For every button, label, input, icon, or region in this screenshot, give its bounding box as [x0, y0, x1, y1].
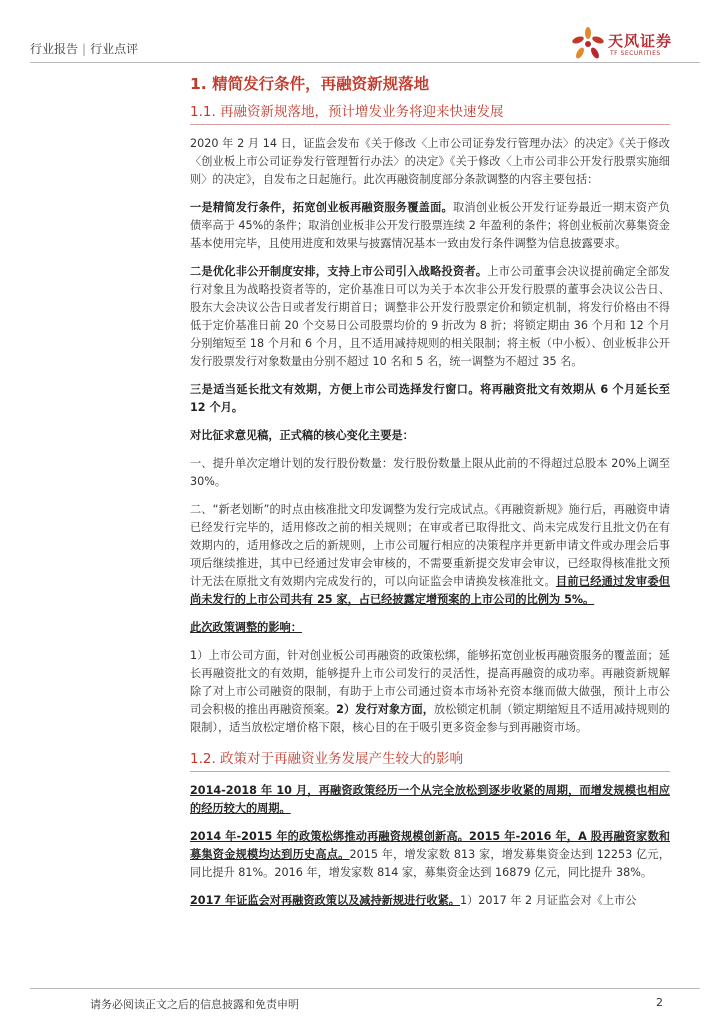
category-separator: | [82, 42, 87, 56]
paragraph [190, 892, 670, 910]
main-content [190, 70, 670, 920]
footer-divider [30, 988, 700, 989]
paragraph [190, 782, 670, 818]
bold-lead: 2014 年-2015 年的政策松绑推动再融资规模创新高。2015 年-2016 年，A 股再融资家数和募集资金规模均达到历史高点。 [190, 830, 670, 861]
brand-name: 天风证券 [608, 32, 673, 50]
brand-logo [570, 26, 700, 62]
section-title: 1. 精简发行条件，再融资新规落地 [190, 75, 430, 93]
page-number: 2 [656, 996, 663, 1009]
bold-inline: 2）发行对象方面， [336, 703, 434, 716]
brand-name-en: TF SECURITIES [610, 50, 661, 57]
report-category [30, 40, 138, 57]
paragraph: 一、提升单次定增计划的发行股份数量：发行股份数量上限从此前的不得超过总股本 20%上调至 30%。 [190, 457, 670, 488]
paragraph-text: 取消创业板公开发行证券最近一期末资产负债率高于 45%的条件；取消创业板非公开发行股票连续 2 年盈利的条件；将创业板前次募集资金基本使用完毕，且使用进度和效果与披露情况基本一致由发行条件调整为信息披露要求。 [190, 201, 670, 250]
header-divider [30, 62, 700, 63]
paragraph-text: 2015 年，增发家数 813 家，增发募集资金达到 12253 亿元，同比提升 81%。2016 年，增发家数 814 家，募集资金达到 16879 亿元，同比提升 38%。 [190, 848, 670, 879]
paragraph [190, 263, 670, 371]
paragraph [190, 501, 670, 609]
bold-lead: 2014-2018 年 10 月，再融资政策经历一个从完全放松到逐步收紧的周期，而增发规模也相应的经历较大的周期。 [190, 784, 670, 815]
subcategory-label: 行业点评 [90, 42, 139, 56]
bold-lead: 二是优化非公开制度安排，支持上市公司引入战略投资者。 [190, 265, 488, 278]
bold-lead: 对比征求意见稿，正式稿的核心变化主要是： [190, 429, 414, 442]
paragraph [190, 647, 670, 737]
paragraph [190, 619, 670, 637]
subsection-divider [190, 124, 670, 125]
paragraph: 2020 年 2 月 14 日，证监会发布《关于修改〈上市公司证券发行管理办法〉的决定》《关于修改〈创业板上市公司证券发行管理暂行办法〉的决定》《关于修改〈上市公司非公开发行股票实施细则〉的决定》，自发布之日起施行。此次再融资制度部分条款调整的内容主要包括： [190, 137, 670, 186]
paragraph-text: 放松锁定机制（锁定期缩短且不适用减持规则的限制），适当放松定增价格下限，核心目的在于吸引更多资金参与到再融资市场。 [190, 703, 670, 734]
paragraph [190, 828, 670, 882]
bold-lead: 三是适当延长批文有效期，方便上市公司选择发行窗口。将再融资批文有效期从 6 个月延长至 12 个月。 [190, 383, 670, 414]
bold-lead: 一是精简发行条件，拓宽创业板再融资服务覆盖面。 [190, 201, 453, 214]
flower-logo-icon [570, 26, 606, 62]
category-label: 行业报告 [30, 42, 79, 56]
paragraph-text: 二、“新老划断”的时点由核准批文印发调整为发行完成试点。《再融资新规》施行后，再融资申请已经发行完毕的，适用修改之前的相关规则；在审或者已取得批文、尚未完成发行且批文仍在有效期内的，适用修改之后的新规则，上市公司履行相应的决策程序并更新申请文件或办理会后事项后继续推进，其中已经通过发审会审核的，不需要重新提交发审会审议，已经取得核准批文预计无法在原批文有效期内完成发行的，可以向证监会申请换发核准批文。 [190, 503, 670, 588]
bold-lead: 此次政策调整的影响： [190, 621, 302, 634]
subsection-title: 1.1. 再融资新规落地，预计增发业务将迎来快速发展 [190, 104, 504, 120]
footer-disclaimer: 请务必阅读正文之后的信息披露和免责申明 [90, 998, 299, 1011]
bold-underlined-text: 目前已经通过发审委但尚未发行的上市公司共有 25 家，占已经披露定增预案的上市公司的比例为 5%。 [190, 575, 670, 606]
paragraph-text: 上市公司董事会决议提前确定全部发行对象且为战略投资者等的，定价基准日可以为关于本次非公开发行股票的董事会决议公告日、股东大会决议公告日或者发行期首日；调整非公开发行股票定价和锁定机制，将发行价格由不得低于定价基准日前 20 个交易日公司股票均价的 9 折改为 8 折；将锁定期由 36 个月和 12 个月分别缩短至 18 个月和 6 个月，且不适用减持规则的相关限制；将主板（中小板）、创业板非公开发行股票发行对象数量由分别不超过 10 名和 5 名，统一调整为不超过 35 名。 [190, 265, 670, 368]
bold-lead: 2017 年证监会对再融资政策以及减持新规进行收紧。 [190, 894, 460, 907]
subsection-title: 1.2. 政策对于再融资业务发展产生较大的影响 [190, 751, 464, 767]
page-header [30, 26, 700, 62]
paragraph [190, 381, 670, 417]
paragraph-text: 1）上市公司方面，针对创业板公司再融资的政策松绑，能够拓宽创业板再融资服务的覆盖面；延长再融资批文的有效期，能够提升上市公司发行的灵活性，提高再融资的成功率。再融资新规解除了对上市公司融资的限制，有助于上市公司通过资本市场补充资本继而做大做强，预计上市公司会积极的推出再融资预案。 [190, 649, 670, 716]
paragraph-text: 1）2017 年 2 月证监会对《上市公 [459, 894, 637, 907]
subsection-divider [190, 771, 670, 772]
paragraph [190, 427, 670, 445]
paragraph [190, 199, 670, 253]
